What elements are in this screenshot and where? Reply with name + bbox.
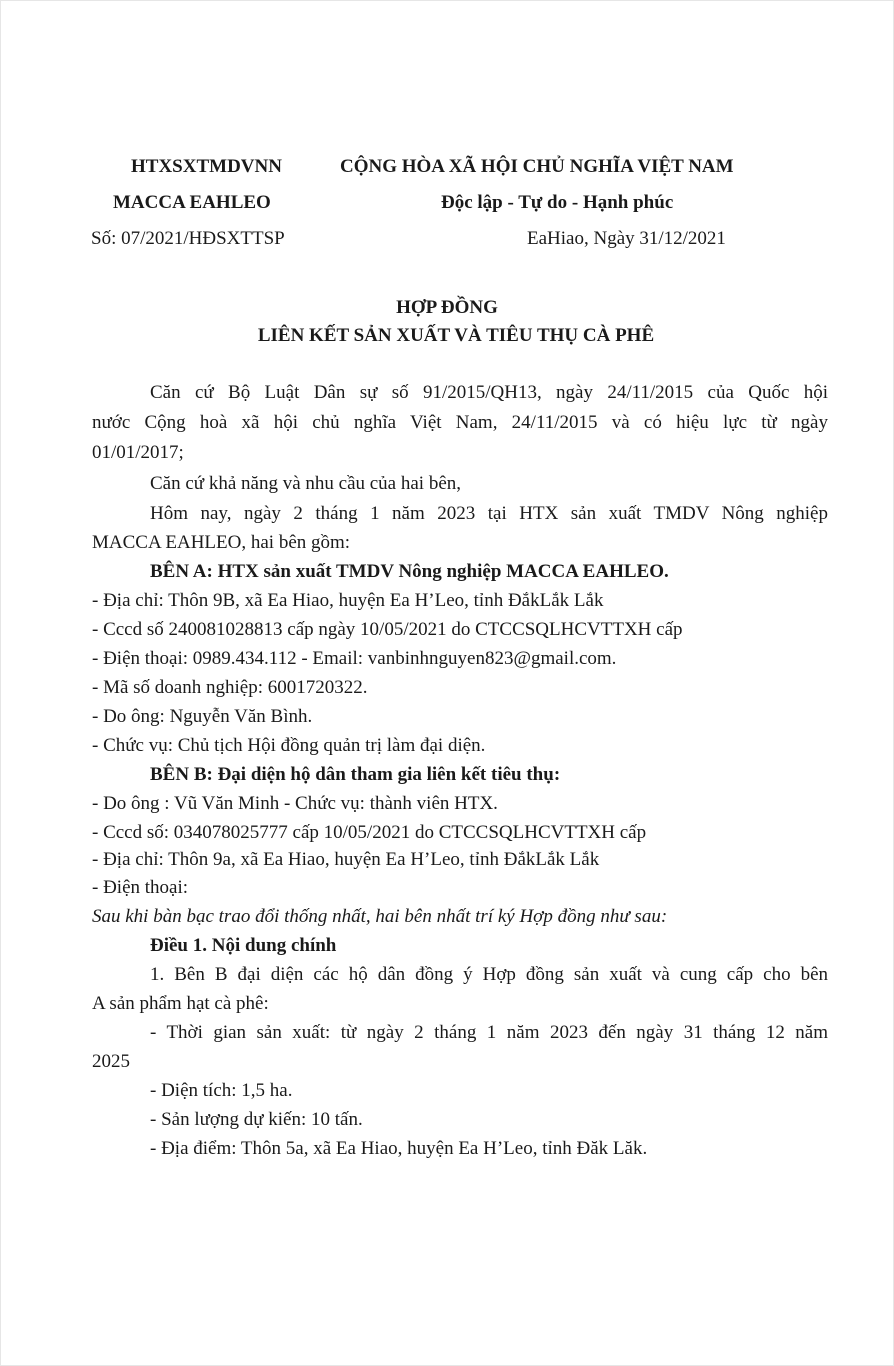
agreement-intro: Sau khi bàn bạc trao đổi thống nhất, hai bên nhất trí ký Hợp đồng như sau:	[92, 906, 668, 927]
basis-line-3: 01/01/2017;	[92, 442, 184, 463]
article-1-item-1-line-1: 1. Bên B đại diện các hộ dân đồng ý Hợp đồng sản xuất và cung cấp cho bên	[150, 964, 828, 985]
party-a-id-card: - Cccd số 240081028813 cấp ngày 10/05/2021 do CTCCSQLHCVTTXH cấp	[92, 619, 683, 640]
party-b-id-card: - Cccd số: 034078025777 cấp 10/05/2021 do CTCCSQLHCVTTXH cấp	[92, 822, 647, 843]
party-a-position: - Chức vụ: Chủ tịch Hội đồng quản trị làm đại diện.	[92, 735, 486, 756]
nation-title: CỘNG HÒA XÃ HỘI CHỦ NGHĨA VIỆT NAM	[340, 156, 734, 177]
production-location: - Địa điểm: Thôn 5a, xã Ea Hiao, huyện Ea H’Leo, tỉnh Đăk Lăk.	[150, 1138, 648, 1159]
cultivation-area: - Diện tích: 1,5 ha.	[150, 1080, 293, 1101]
article-1-heading: Điều 1. Nội dung chính	[150, 935, 337, 956]
basis-line-1: Căn cứ Bộ Luật Dân sự số 91/2015/QH13, ngày 24/11/2015 của Quốc hội	[150, 382, 828, 403]
party-b-heading: BÊN B: Đại diện hộ dân tham gia liên kết tiêu thụ:	[150, 764, 561, 785]
today-line-1: Hôm nay, ngày 2 tháng 1 năm 2023 tại HTX sản xuất TMDV Nông nghiệp	[150, 503, 828, 524]
party-b-phone: - Điện thoại:	[92, 877, 189, 898]
today-line-2: MACCA EAHLEO, hai bên gồm:	[92, 532, 351, 553]
contract-title: HỢP ĐỒNG	[396, 297, 498, 318]
party-a-phone-email: - Điện thoại: 0989.434.112 - Email: vanbinhnguyen823@gmail.com.	[92, 648, 617, 669]
org-line-1: HTXSXTMDVNN	[131, 156, 282, 177]
production-time-line-2: 2025	[92, 1051, 130, 1072]
production-time-line-1: - Thời gian sản xuất: từ ngày 2 tháng 1 năm 2023 đến ngày 31 tháng 12 năm	[150, 1022, 828, 1043]
party-a-address: - Địa chỉ: Thôn 9B, xã Ea Hiao, huyện Ea H’Leo, tỉnh ĐắkLắk Lắk	[92, 590, 604, 611]
basis-line-2: nước Cộng hoà xã hội chủ nghĩa Việt Nam, 24/11/2015 và có hiệu lực từ ngày	[92, 412, 828, 433]
place-date: EaHiao, Ngày 31/12/2021	[527, 228, 726, 249]
basis-capability: Căn cứ khả năng và nhu cầu của hai bên,	[150, 473, 462, 494]
document-number: Số: 07/2021/HĐSXTTSP	[91, 228, 285, 249]
party-b-representative: - Do ông : Vũ Văn Minh - Chức vụ: thành viên HTX.	[92, 793, 498, 814]
party-a-heading: BÊN A: HTX sản xuất TMDV Nông nghiệp MACCA EAHLEO.	[150, 561, 669, 582]
party-b-address: - Địa chỉ: Thôn 9a, xã Ea Hiao, huyện Ea H’Leo, tỉnh ĐắkLắk Lắk	[92, 849, 600, 870]
contract-subtitle: LIÊN KẾT SẢN XUẤT VÀ TIÊU THỤ CÀ PHÊ	[257, 325, 655, 346]
motto: Độc lập - Tự do - Hạnh phúc	[441, 192, 674, 213]
article-1-item-1-line-2: A sản phẩm hạt cà phê:	[92, 993, 269, 1014]
org-line-2: MACCA EAHLEO	[113, 192, 271, 213]
party-a-tax-code: - Mã số doanh nghiệp: 6001720322.	[92, 677, 368, 698]
expected-output: - Sản lượng dự kiến: 10 tấn.	[150, 1109, 363, 1130]
party-a-representative: - Do ông: Nguyễn Văn Bình.	[92, 706, 313, 727]
